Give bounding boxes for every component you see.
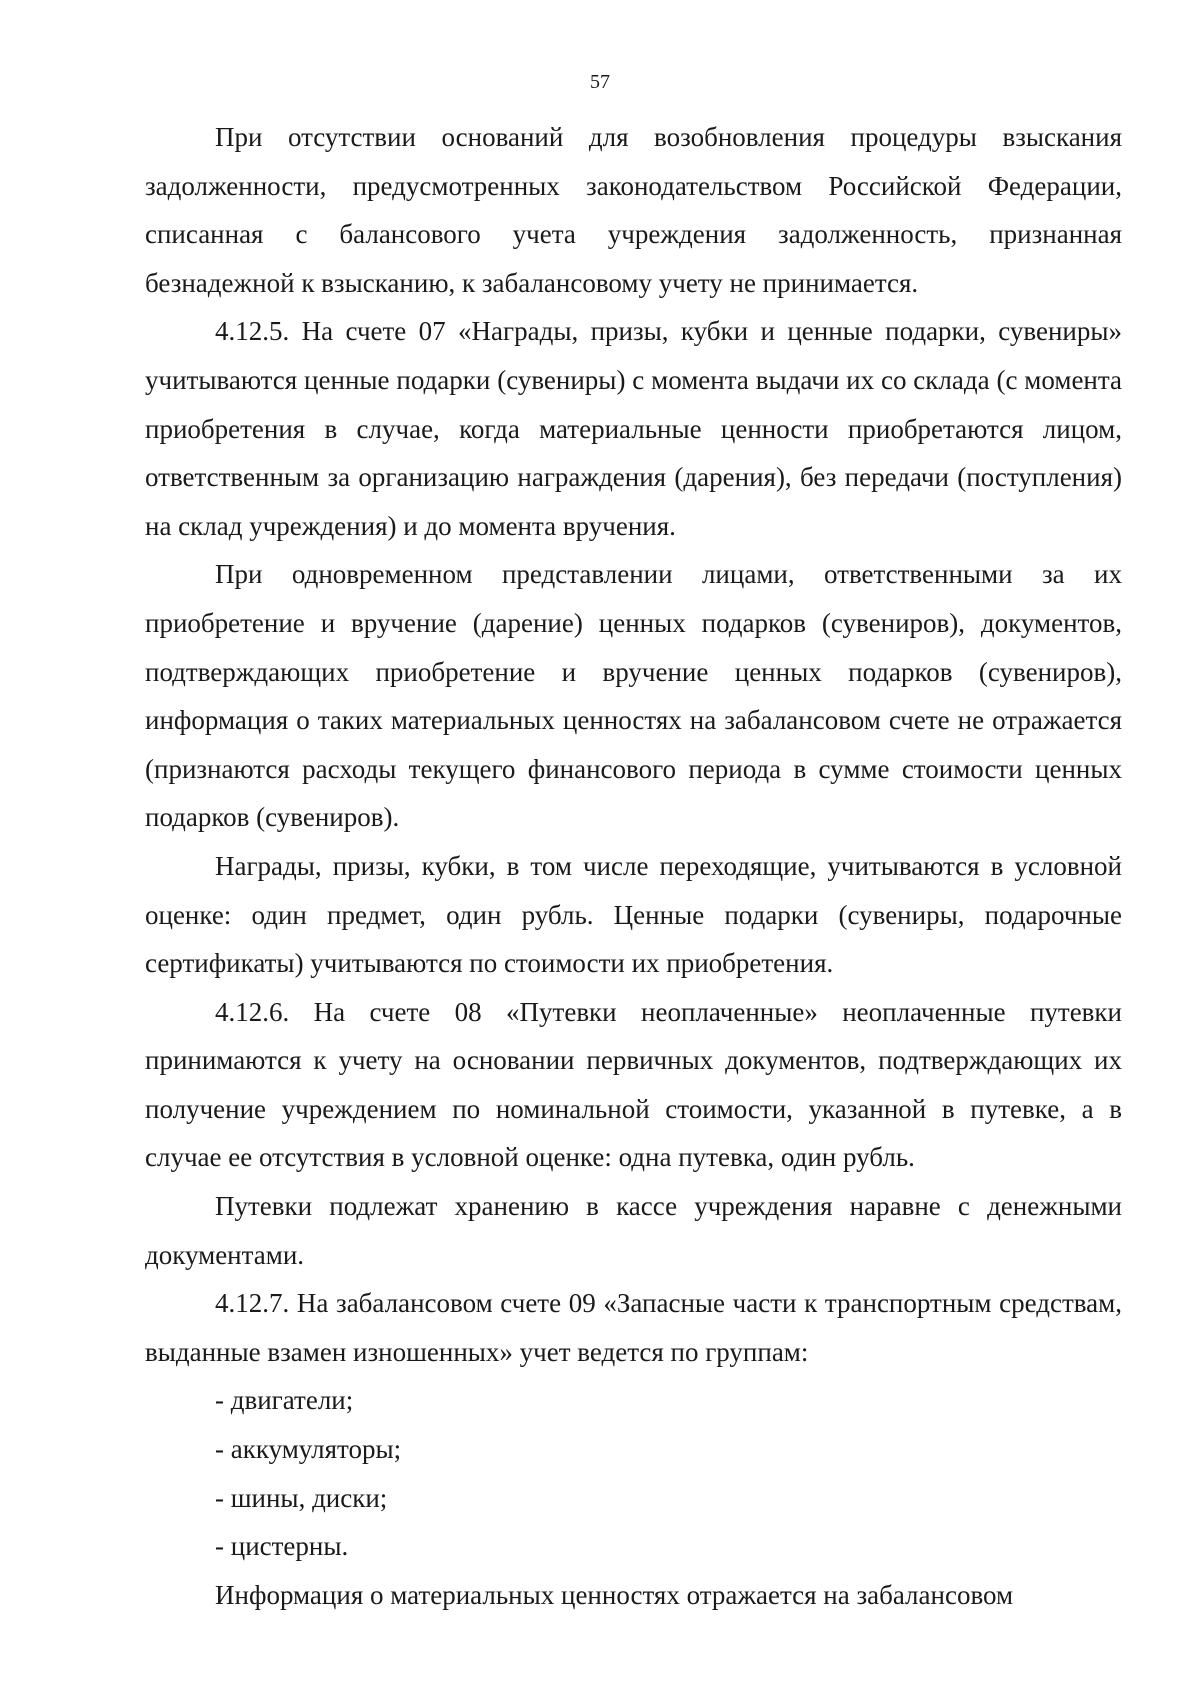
paragraph-account-07: 4.12.5. На счете 07 «Награды, призы, кубки и ценные подарки, сувениры» учитываются ценные подарки (сувениры) с момента выдачи их со склада (с момента приобретения в случае, когда материальные ценности приобретаются лицом, ответственным за организацию награждения (дарения), без передачи (поступления) на склад учреждения) и до момента вручения.: [145, 316, 1122, 541]
page-number: 57: [590, 71, 610, 93]
paragraph-vouchers-storage: Путевки подлежат хранению в кассе учреждения наравне с денежными документами.: [145, 1191, 1122, 1270]
paragraph-account-08: 4.12.6. На счете 08 «Путевки неоплаченные» неоплаченные путевки принимаются к учету на основании первичных документов, подтверждающих их получение учреждением по номинальной стоимости, указанной в путевке, а в случае ее отсутствия в условной оценке: одна путевка, один рубль.: [145, 996, 1122, 1173]
list-item: - двигатели;: [215, 1385, 354, 1416]
paragraph-write-off-debt: При отсутствии оснований для возобновления процедуры взыскания задолженности, предусмотренных законодательством Российской Федерации, списанная с балансового учета учреждения задолженность, признанная безнадежной к взысканию, к забалансовому учету не принимается.: [145, 122, 1122, 298]
spare-parts-groups-list: [145, 1376, 1122, 1570]
paragraph-material-values-info: Информация о материальных ценностях отражается на забалансовом: [215, 1579, 1014, 1610]
list-item: - шины, диски;: [215, 1482, 388, 1513]
paragraph-simultaneous-submission: При одновременном представлении лицами, ответственными за их приобретение и вручение (дарение) ценных подарков (сувениров), документов, подтверждающих приобретение и вручение ценных подарков (сувениров), информация о таких материальных ценностях на забалансовом счете не отражается (признаются расходы текущего финансового периода в сумме стоимости ценных подарков (сувениров).: [145, 559, 1122, 833]
paragraph-account-09: 4.12.7. На забалансовом счете 09 «Запасные части к транспортным средствам, выданные взамен изношенных» учет ведется по группам:: [145, 1288, 1122, 1367]
list-item: - аккумуляторы;: [215, 1434, 402, 1465]
list-item: - цистерны.: [215, 1531, 349, 1562]
document-body: [145, 113, 1122, 1619]
paragraph-awards-valuation: Награды, призы, кубки, в том числе переходящие, учитываются в условной оценке: один предмет, один рубль. Ценные подарки (сувениры, подарочные сертификаты) учитываются по стоимости их приобретения.: [145, 850, 1122, 979]
